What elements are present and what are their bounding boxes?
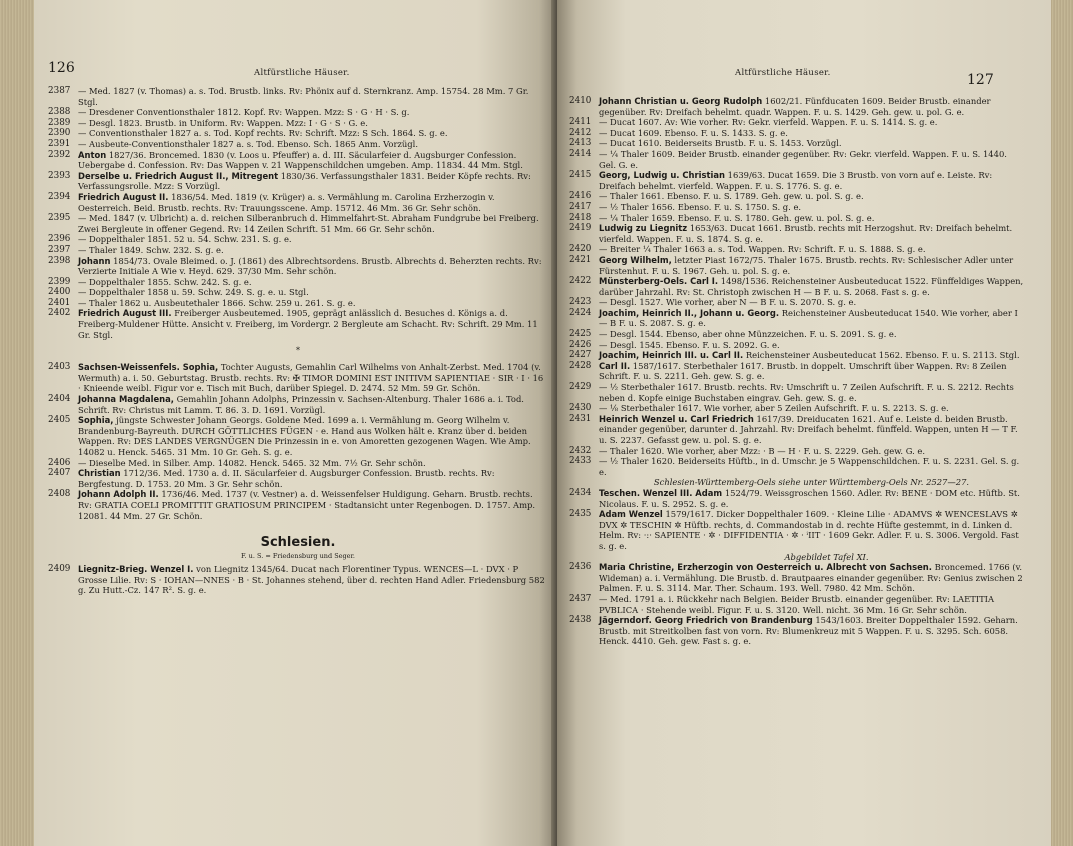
entry-description: — Breiter ¼ Thaler 1663 a. s. Tod. Wappen. Rv: Schrift. F. u. S. 1888. S. g. e. xyxy=(599,244,926,255)
entry-heading: Johann Adolph II. xyxy=(78,489,159,500)
entry-description: Tochter Augusts, Gemahlin Carl Wilhelms von Anhalt-Zerbst. Med. 1704 (v. Wermuth) a. i. 50. Geburtstag. Brustb. rechts. Rv: ✠ TIMOR DOMINI EST INITIVM SAPIENTIAE · SIR · I · 16 · Knieende weibl. Figur vor e. Tisch mit Buch, darüber Spiegel. D. 2474. 52 Mm. 59 Gr. Schön. xyxy=(78,362,544,394)
entry-description: von Liegnitz 1345/64. Ducat nach Florentiner Typus. WENCES—L · DVX · P Grosse Lilie. Rv: S · IOHAN—NNES · B · St. Johannes stehend, über d. rechten Hand Adler. Friedensburg 582 g. Zu Hutt.-Cz. 147 R². S. g. e. xyxy=(78,564,545,596)
entry-description: — Desgl. 1544. Ebenso, aber ohne Münzzeichen. F. u. S. 2091. S. g. e. xyxy=(599,329,897,340)
entry-heading: Derselbe u. Friedrich August II., Mitregent xyxy=(78,170,279,181)
entry-number: 2404 xyxy=(48,394,71,405)
entry-description: — Doppelthaler 1855. Schw. 242. S. g. e. xyxy=(78,276,252,287)
entry-description: 1827/36. Broncemed. 1830 (v. Loos u. Pfeuffer) a. d. III. Säcularfeier d. Augsburger Confession. Uebergabe d. Confession. Rv: Das Wappen v. 21 Wappenschildchen umgeben. Amp. 11834. 44 Mm. Stgl. xyxy=(78,149,523,171)
entry-description: — Thaler 1849. Schw. 232. S. g. e. xyxy=(78,244,224,255)
entry-list-schlesien xyxy=(48,564,548,596)
entry-number: 2415 xyxy=(569,170,592,181)
entry-number: 2417 xyxy=(569,201,592,212)
catalog-entry xyxy=(48,256,548,277)
catalog-entry xyxy=(48,245,548,256)
entry-heading: Carl II. xyxy=(599,360,631,371)
catalog-entry xyxy=(48,308,548,340)
catalog-entry xyxy=(48,107,548,118)
entry-number: 2419 xyxy=(569,223,592,234)
catalog-entry xyxy=(569,340,1024,351)
entry-number: 2394 xyxy=(48,191,71,202)
entry-number: 2416 xyxy=(569,191,592,202)
entry-number: 2428 xyxy=(569,360,592,371)
entry-number: 2418 xyxy=(569,212,592,223)
entry-description: 1617/39. Dreiducaten 1621. Auf e. Leiste d. beiden Brustb. einander gegenüber, darunter d. Jahrzahl. Rv: Dreifach behelmt. fünffeld. Wappen, unten H — T F. u. S. 2237. Gefasst gew. u. pol. S. g. e. xyxy=(599,413,1018,445)
entry-description: Freiberger Ausbeutemed. 1905, geprägt anlässlich d. Besuches d. Königs a. d. Freiberg-Muldener Hütte. Ansicht v. Freiberg, im Vordergr. 2 Bergleute am Schacht. Rv: Schrift. 29 Mm. 11 Gr. Stgl. xyxy=(78,308,538,340)
entry-number: 2425 xyxy=(569,329,592,340)
entry-description: 1836/54. Med. 1819 (v. Krüger) a. s. Vermählung m. Carolina Erzherzogin v. Oesterreich. Beid. Brustb. rechts. Rv: Trauungsscene. Amp. 15712. 46 Mm. 36 Gr. Sehr schön. xyxy=(78,191,495,213)
entry-description: — ½ Thaler 1620. Beiderseits Hüftb., in d. Umschr. je 5 Wappenschildchen. F. u. S. 2231. Gel. S. g. e. xyxy=(599,456,1020,477)
entry-description: — Desgl. 1823. Brustb. in Uniform. Rv: Wappen. Mzz: I · G · S · G. e. xyxy=(78,117,368,128)
catalog-entry xyxy=(48,489,548,521)
catalog-entry xyxy=(569,414,1024,446)
entry-number: 2389 xyxy=(48,117,71,128)
entry-number: 2407 xyxy=(48,468,71,479)
entry-heading: Anton xyxy=(78,149,107,160)
entry-number: 2398 xyxy=(48,255,71,266)
entry-number: 2423 xyxy=(569,297,592,308)
catalog-entry xyxy=(569,297,1024,308)
entry-number: 2422 xyxy=(569,276,592,287)
catalog-entry xyxy=(48,362,548,394)
entry-description: — Med. 1791 a. i. Rückkehr nach Belgien. Beider Brustb. einander gegenüber. Rv: LAETITIA PVBLICA · Stehende weibl. Figur. F. u. S. 3120. Well. nicht. 36 Mm. 16 Gr. Sehr schön. xyxy=(599,593,995,615)
entry-number: 2402 xyxy=(48,308,71,319)
left-running-head: Altfürstliche Häuser. xyxy=(254,68,350,78)
catalog-entry xyxy=(48,394,548,415)
entry-number: 2396 xyxy=(48,234,71,245)
entry-number: 2431 xyxy=(569,413,592,424)
entry-list-teschen xyxy=(569,488,1024,552)
catalog-entry xyxy=(569,244,1024,255)
catalog-entry xyxy=(48,192,548,213)
entry-description: — Dresdener Conventionsthaler 1812. Kopf. Rv: Wappen. Mzz: S · G · H · S. g. xyxy=(78,107,410,118)
catalog-entry xyxy=(48,150,548,171)
plate-reference: Abgebildet Tafel XI. xyxy=(784,551,869,562)
entry-description: — Thaler 1862 u. Ausbeutethaler 1866. Schw. 259 u. 261. S. g. e. xyxy=(78,297,356,308)
right-page xyxy=(557,0,1051,846)
catalog-entry xyxy=(48,86,548,107)
entry-number: 2388 xyxy=(48,107,71,118)
entry-number: 2392 xyxy=(48,149,71,160)
entry-heading: Heinrich Wenzel u. Carl Friedrich xyxy=(599,413,754,424)
entry-number: 2430 xyxy=(569,403,592,414)
entry-heading: Christian xyxy=(78,468,121,479)
entry-number: 2420 xyxy=(569,244,592,255)
catalog-entry xyxy=(569,488,1024,509)
entry-description: 1830/36. Verfassungsthaler 1831. Beider Köpfe rechts. Rv: Verfassungsrolle. Mzz: S Vorzügl. xyxy=(78,170,531,192)
entry-number: 2434 xyxy=(569,487,592,498)
entry-number: 2390 xyxy=(48,128,71,139)
entry-number: 2429 xyxy=(569,382,592,393)
entry-heading: Johann xyxy=(78,255,111,266)
section-subtitle: F. u. S. = Friedensburg und Seger. xyxy=(241,552,355,561)
catalog-entry xyxy=(48,564,548,596)
catalog-entry xyxy=(48,277,548,288)
catalog-entry xyxy=(48,458,548,469)
entry-description: 1498/1536. Reichensteiner Ausbeuteducat 1522. Fünffeldiges Wappen, darüber Jahrzahl. Rv: St. Christoph zwischen H — B F. u. S. 2068. Fast s. g. e. xyxy=(599,276,1024,297)
entry-description: 1587/1617. Sterbethaler 1617. Brustb. in doppelt. Umschrift über Wappen. Rv: 8 Zeilen Schrift. F. u. S. 2211. Geh. gew. S. g. e. xyxy=(599,360,1007,382)
entry-description: 1524/79. Weissgroschen 1560. Adler. Rv: BENE · DOM etc. Hüftb. St. Nicolaus. F. u. S. 2952. S. g. e. xyxy=(599,487,1020,509)
entry-number: 2427 xyxy=(569,350,592,361)
catalog-entry xyxy=(569,403,1024,414)
entry-number: 2393 xyxy=(48,170,71,181)
entry-description: — Ausbeute-Conventionsthaler 1827 a. s. Tod. Ebenso. Sch. 1865 Anm. Vorzügl. xyxy=(78,138,418,149)
entry-number: 2400 xyxy=(48,287,71,298)
entry-description: Reichensteiner Ausbeuteducat 1562. Ebenso. F. u. S. 2113. Stgl. xyxy=(743,350,1020,361)
entry-description: — Doppelthaler 1851. 52 u. 54. Schw. 231. S. g. e. xyxy=(78,234,292,245)
catalog-entry xyxy=(569,509,1024,551)
catalog-entry xyxy=(48,298,548,309)
entry-number: 2387 xyxy=(48,86,71,96)
entry-description: — Doppelthaler 1858 u. 59. Schw. 249. S. g. e. u. Stgl. xyxy=(78,287,309,298)
cross-reference: Schlesien-Württemberg-Oels siehe unter Württemberg-Oels Nr. 2527—27. xyxy=(653,477,970,488)
left-page-edges xyxy=(0,0,36,846)
entry-heading: Georg, Ludwig u. Christian xyxy=(599,170,725,181)
entry-heading: Münsterberg-Oels. Carl I. xyxy=(599,276,719,287)
entry-heading: Friedrich August III. xyxy=(78,308,172,319)
catalog-entry xyxy=(569,149,1024,170)
entry-number: 2414 xyxy=(569,148,592,159)
entry-description: — ¼ Thaler 1609. Beider Brustb. einander gegenüber. Rv: Gekr. vierfeld. Wappen. F. u. S. 1440. Gel. G. e. xyxy=(599,148,1007,170)
right-page-number: 127 xyxy=(967,72,994,88)
entry-description: 1543/1603. Breiter Doppelthaler 1592. Geharn. Brustb. mit Streitkolben fast von vorn. Rv: Blumenkreuz mit 5 Wappen. F. u. S. 3295. Sch. 6058. Henck. 4410. Geh. gew. Fast s. g. e. xyxy=(599,615,1018,647)
entry-description: — Ducat 1610. Beiderseits Brustb. F. u. S. 1453. Vorzügl. xyxy=(599,138,842,149)
entry-description: — ½ Sterbethaler 1617. Brustb. rechts. Rv: Umschrift u. 7 Zeilen Aufschrift. F. u. S. 2212. Rechts neben d. Kopfe einige Buchstaben eingrav. Geh. gew. S. g. e. xyxy=(599,382,1014,403)
entry-heading: Ludwig zu Liegnitz xyxy=(599,223,688,234)
entry-number: 2409 xyxy=(48,564,71,575)
catalog-entry xyxy=(569,308,1024,329)
entry-description: — ¼ Thaler 1659. Ebenso. F. u. S. 1780. Geh. gew. u. pol. S. g. e. xyxy=(599,212,875,223)
entry-description: — Desgl. 1527. Wie vorher, aber N — B F. u. S. 2070. S. g. e. xyxy=(599,297,857,308)
entry-list-weissenfels xyxy=(48,362,548,521)
entry-description: — ⅛ Sterbethaler 1617. Wie vorher, aber 5 Zeilen Aufschrift. F. u. S. 2213. S. g. e. xyxy=(599,403,949,414)
entry-number: 2412 xyxy=(569,127,592,138)
entry-number: 2436 xyxy=(569,562,592,573)
entry-number: 2413 xyxy=(569,138,592,149)
catalog-entry xyxy=(48,213,548,234)
entry-description: — Thaler 1620. Wie vorher, aber Mzz: · B — H · F. u. S. 2229. Geh. gew. G. e. xyxy=(599,445,926,456)
catalog-entry xyxy=(48,287,548,298)
entry-number: 2406 xyxy=(48,457,71,468)
catalog-entry xyxy=(48,128,548,139)
catalog-entry xyxy=(569,382,1024,403)
left-page xyxy=(34,0,555,846)
entry-number: 2433 xyxy=(569,456,592,467)
entry-number: 2421 xyxy=(569,254,592,265)
catalog-entry xyxy=(569,138,1024,149)
catalog-entry xyxy=(569,456,1024,477)
entry-heading: Jägerndorf. Georg Friedrich von Brandenburg xyxy=(599,615,813,626)
catalog-entry xyxy=(48,234,548,245)
entry-description: 1653/63. Ducat 1661. Brustb. rechts mit Herzogshut. Rv: Dreifach behelmt. vierfeld. Wappen. F. u. S. 1874. S. g. e. xyxy=(599,223,1013,244)
entry-description: jüngste Schwester Johann Georgs. Goldene Med. 1699 a. i. Vermählung m. Georg Wilhelm v. Brandenburg-Bayreuth. DURCH GÖTTLICHES FÜGEN · e. Hand aus Wolken hält e. Kranz über d. beiden Wappen. Rv: DES LANDES VERGNÜGEN Die Prinzessin in e. von Amoretten gezogenen Wagen. Wie Amp. 14082 u. Henck. 5465. 31 Mm. 10 Gr. Geh. S. g. e. xyxy=(78,415,531,457)
entry-heading: Liegnitz-Brieg. Wenzel I. xyxy=(78,564,194,575)
catalog-entry xyxy=(569,117,1024,128)
right-running-head: Altfürstliche Häuser. xyxy=(735,68,831,78)
catalog-entry xyxy=(569,191,1024,202)
catalog-entry xyxy=(569,350,1024,361)
entry-number: 2410 xyxy=(569,96,592,106)
entry-number: 2399 xyxy=(48,276,71,287)
catalog-entry xyxy=(569,255,1024,276)
catalog-entry xyxy=(569,213,1024,224)
catalog-entry xyxy=(569,202,1024,213)
entry-heading: Teschen. Wenzel III. Adam xyxy=(599,487,723,498)
catalog-entry xyxy=(569,276,1024,297)
entry-description: letzter Piast 1672/75. Thaler 1675. Brustb. rechts. Rv: Schlesischer Adler unter Fürstenhut. F. u. S. 1967. Geh. u. pol. S. g. e. xyxy=(599,254,1014,276)
entry-description: 1712/36. Med. 1730 a. d. II. Säcularfeier d. Augsburger Confession. Brustb. rechts. Rv: Bergfestung. D. 1753. 20 Mm. 3 Gr. Sehr schön. xyxy=(78,468,495,489)
catalog-entry xyxy=(48,118,548,129)
entry-heading: Johann Christian u. Georg Rudolph xyxy=(599,96,763,106)
catalog-entry xyxy=(48,171,548,192)
section-title-schlesien: Schlesien. xyxy=(260,535,336,551)
entry-description: — Med. 1827 (v. Thomas) a. s. Tod. Brustb. links. Rv: Phönix auf d. Sternkranz. Amp. 15754. 28 Mm. 7 Gr. Stgl. xyxy=(78,86,529,107)
entry-heading: Joachim, Heinrich II., Johann u. Georg. xyxy=(599,307,780,318)
entry-heading: Maria Christine, Erzherzogin von Oesterreich u. Albrecht von Sachsen. xyxy=(599,562,932,573)
entry-description: 1736/46. Med. 1737 (v. Vestner) a. d. Weissenfelser Huldigung. Geharn. Brustb. rechts. Rv: GRATIA COELI PROMITTIT GRATIOSUM PRINCIPEM · Stadtansicht unter Regenbogen. D. 1757. Amp. 12081. 44 Mm. 27 Gr. Schön. xyxy=(78,489,536,521)
catalog-entry xyxy=(569,615,1024,647)
catalog-entry xyxy=(569,128,1024,139)
catalog-entry xyxy=(569,223,1024,244)
entry-description: 1854/73. Ovale Bleimed. o. J. (1861) des Albrechtsordens. Brustb. Albrechts d. Beherzten rechts. Rv: Verzierte Initiale A Wie v. Heyd. 629. 37/30 Mm. Sehr schön. xyxy=(78,255,542,277)
entry-number: 2395 xyxy=(48,213,71,224)
entry-heading: Joachim, Heinrich III. u. Carl II. xyxy=(599,350,744,361)
entry-description: — Desgl. 1545. Ebenso. F. u. S. 2092. G. e. xyxy=(599,339,780,350)
catalog-entry xyxy=(569,96,1024,117)
entry-number: 2403 xyxy=(48,362,71,373)
entry-number: 2424 xyxy=(569,307,592,318)
entry-heading: Georg Wilhelm, xyxy=(599,254,672,265)
entry-number: 2401 xyxy=(48,297,71,308)
entry-description: — Thaler 1661. Ebenso. F. u. S. 1789. Geh. gew. u. pol. S. g. e. xyxy=(599,191,864,202)
catalog-entry xyxy=(569,594,1024,615)
entry-description: Reichensteiner Ausbeuteducat 1540. Wie vorher, aber I — B F. u. S. 2087. S. g. e. xyxy=(599,307,1018,329)
catalog-entry xyxy=(48,139,548,150)
right-page-edges xyxy=(1049,0,1073,846)
entry-number: 2397 xyxy=(48,244,71,255)
entry-number: 2435 xyxy=(569,509,592,520)
left-entries xyxy=(48,86,548,596)
catalog-entry xyxy=(569,361,1024,382)
entry-number: 2411 xyxy=(569,117,592,128)
left-page-number: 126 xyxy=(48,60,75,76)
entry-description: — ½ Thaler 1656. Ebenso. F. u. S. 1750. S. g. e. xyxy=(599,201,802,212)
entry-description: Gemahlin Johann Adolphs, Prinzessin v. Sachsen-Altenburg. Thaler 1686 a. i. Tod. Schrift. Rv: Christus mit Lamm. T. 86. 3. D. 1691. Vorzügl. xyxy=(78,394,524,415)
entry-number: 2405 xyxy=(48,415,71,426)
entry-heading: Sachsen-Weissenfels. Sophia, xyxy=(78,362,219,373)
entry-list-liegnitz xyxy=(569,96,1024,477)
catalog-entry xyxy=(569,329,1024,340)
entry-number: 2426 xyxy=(569,339,592,350)
entry-heading: Friedrich August II. xyxy=(78,191,169,202)
catalog-entry xyxy=(569,562,1024,594)
entry-description: 1639/63. Ducat 1659. Die 3 Brustb. von vorn auf e. Leiste. Rv: Dreifach behelmt. vierfeld. Wappen. F. u. S. 1776. S. g. e. xyxy=(599,170,993,191)
section-divider: * xyxy=(296,346,300,356)
entry-list-misc xyxy=(569,562,1024,647)
entry-number: 2437 xyxy=(569,593,592,604)
entry-list-saxony xyxy=(48,86,548,340)
catalog-entry xyxy=(48,468,548,489)
entry-heading: Johanna Magdalena, xyxy=(78,394,174,405)
entry-description: 1602/21. Fünfducaten 1609. Beider Brustb. einander gegenüber. Rv: Dreifach behelmt. quadr. Wappen. F. u. S. 1429. Geh. gew. u. pol. G. e. xyxy=(599,96,991,117)
entry-description: — Dieselbe Med. in Silber. Amp. 14082. Henck. 5465. 32 Mm. 7½ Gr. Sehr schön. xyxy=(78,457,426,468)
entry-description: — Ducat 1609. Ebenso. F. u. S. 1433. S. g. e. xyxy=(599,127,788,138)
entry-number: 2438 xyxy=(569,615,592,626)
entry-number: 2432 xyxy=(569,445,592,456)
entry-heading: Adam Wenzel xyxy=(599,509,663,520)
catalog-entry xyxy=(48,415,548,457)
entry-heading: Sophia, xyxy=(78,415,114,426)
entry-description: — Conventionsthaler 1827 a. s. Tod. Kopf rechts. Rv: Schrift. Mzz: S Sch. 1864. S. g. e. xyxy=(78,128,448,139)
entry-description: — Med. 1847 (v. Ulbricht) a. d. reichen Silberanbruch d. Himmelfahrt-St. Abraham Fundgrube bei Freiberg. Zwei Bergleute in offener Gegend. Rv: 14 Zeilen Schrift. 51 Mm. 66 Gr. Sehr schön. xyxy=(78,213,539,234)
entry-description: Broncemed. 1766 (v. Wideman) a. i. Vermählung. Die Brustb. d. Brautpaares einander gegenüber. Rv: Genius zwischen 2 Palmen. F. u. S. 3114. Mar. Ther. Schaum. 193. Well. 7980. 42 Mm. Schön. xyxy=(599,562,1023,594)
entry-number: 2408 xyxy=(48,489,71,500)
catalog-entry xyxy=(569,446,1024,457)
catalog-entry xyxy=(569,170,1024,191)
entry-number: 2391 xyxy=(48,138,71,149)
entry-description: — Ducat 1607. Av: Wie vorher. Rv: Gekr. vierfeld. Wappen. F. u. S. 1414. S. g. e. xyxy=(599,117,938,128)
entry-description: 1579/1617. Dicker Doppelthaler 1609. · Kleine Lilie · ADAMVS ✲ WENCESLAVS ✲ DVX ✲ TESCHIN ✲ Hüftb. rechts, d. Commandostab in d. rechte Hüfte gestemmt, in d. Linken d. Helm. Rv: ·:· SAPIENTE · ✲ · DIFFIDENTIA · ✲ · ⁱIIT · 1609 Gekr. Adler. F. u. S. 3006. Vergold. Fast s. g. e. xyxy=(599,509,1019,551)
right-entries xyxy=(569,96,1024,647)
